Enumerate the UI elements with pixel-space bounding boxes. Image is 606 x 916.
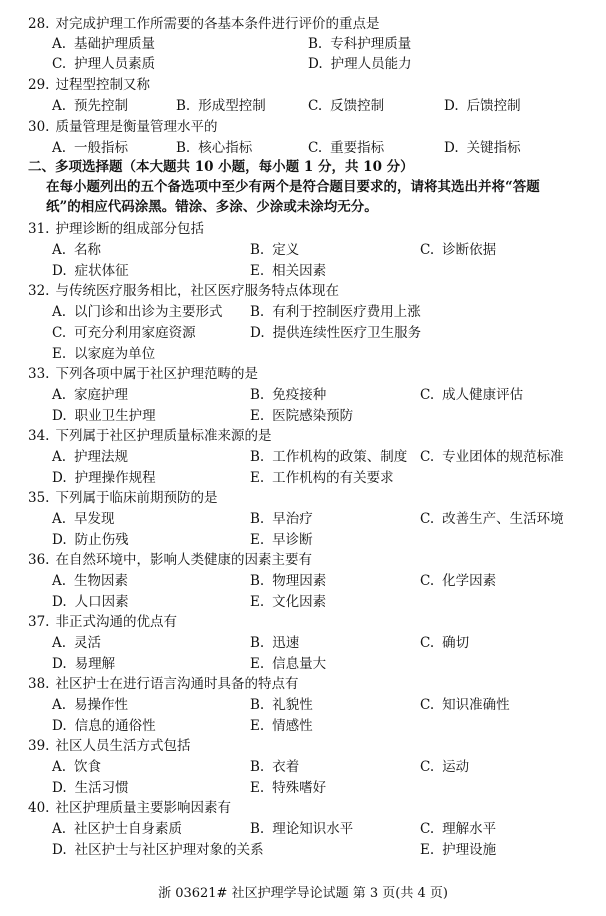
option-letter: E. — [250, 408, 265, 424]
option-text: 护理法规 — [74, 449, 129, 465]
option-text: 重要指标 — [330, 140, 385, 156]
option-letter: A. — [52, 573, 67, 589]
option-text: 早治疗 — [272, 511, 313, 527]
answer-option — [52, 654, 115, 674]
answer-option — [52, 302, 223, 322]
answer-option — [52, 530, 129, 550]
question-text: 非正式沟通的优点有 — [55, 614, 177, 630]
answer-option — [250, 530, 313, 550]
answer-option — [250, 468, 394, 488]
page-footer: 浙 03621# 社区护理学导论试题 第 3 页(共 4 页) — [158, 886, 448, 901]
question-number: 29. — [28, 77, 50, 93]
option-text: 专科护理质量 — [330, 36, 412, 52]
question-stem — [28, 364, 258, 384]
option-text: 护理设施 — [442, 842, 497, 858]
answer-option — [250, 240, 299, 260]
question-stem — [28, 426, 271, 446]
answer-option — [52, 695, 128, 715]
answer-option — [52, 344, 155, 364]
section-instructions: 在每小题列出的五个备选项中至少有两个是符合题目要求的，请将其选出并将“答题 — [46, 179, 540, 195]
option-letter: B. — [308, 36, 323, 52]
option-letter: A. — [52, 759, 67, 775]
option-letter: B. — [176, 140, 191, 156]
option-letter: C. — [420, 573, 435, 589]
answer-option — [52, 509, 115, 529]
option-text: 易操作性 — [74, 697, 129, 713]
option-letter: A. — [52, 36, 67, 52]
question-text: 护理诊断的组成部分包括 — [55, 221, 204, 237]
option-text: 症状体征 — [74, 263, 129, 279]
option-letter: B. — [250, 511, 265, 527]
answer-option — [420, 840, 496, 860]
option-text: 饮食 — [74, 759, 102, 775]
option-letter: A. — [52, 449, 67, 465]
option-text: 知识准确性 — [442, 697, 510, 713]
question-text: 在自然环境中，影响人类健康的因素主要有 — [55, 552, 312, 568]
option-text: 工作机构的有关要求 — [272, 470, 394, 486]
question-number: 34. — [28, 428, 50, 444]
option-text: 生活习惯 — [74, 780, 129, 796]
option-text: 可充分利用家庭资源 — [74, 325, 196, 341]
answer-option — [52, 468, 156, 488]
option-text: 防止伤残 — [74, 532, 129, 548]
option-letter: B. — [176, 98, 191, 114]
answer-option — [52, 819, 182, 839]
answer-option — [308, 34, 411, 54]
question-number: 31. — [28, 221, 50, 237]
option-text: 形成型控制 — [198, 98, 266, 114]
question-number: 37. — [28, 614, 50, 630]
option-letter: D. — [444, 140, 459, 156]
option-letter: C. — [308, 140, 323, 156]
option-letter: A. — [52, 242, 67, 258]
answer-option — [250, 385, 326, 405]
question-number: 28. — [28, 16, 50, 32]
option-text: 预先控制 — [74, 98, 129, 114]
option-text: 有利于控制医疗费用上涨 — [272, 304, 421, 320]
option-letter: D. — [52, 594, 67, 610]
option-letter: D. — [250, 325, 265, 341]
option-letter: D. — [52, 718, 67, 734]
option-text: 后馈控制 — [466, 98, 521, 114]
answer-option — [250, 819, 353, 839]
option-letter: A. — [52, 511, 67, 527]
option-text: 易理解 — [74, 656, 116, 672]
answer-option — [420, 695, 510, 715]
option-letter: C. — [420, 759, 435, 775]
answer-option — [52, 385, 128, 405]
option-text: 生物因素 — [74, 573, 129, 589]
answer-option — [308, 138, 384, 158]
option-text: 关键指标 — [466, 140, 521, 156]
question-text: 下列各项中属于社区护理范畴的是 — [55, 366, 258, 382]
option-letter: E. — [250, 263, 265, 279]
option-text: 专业团体的规范标准 — [442, 449, 564, 465]
option-text: 名称 — [74, 242, 102, 258]
option-text: 以门诊和出诊为主要形式 — [74, 304, 223, 320]
option-letter: D. — [52, 842, 67, 858]
option-text: 诊断依据 — [442, 242, 497, 258]
option-text: 核心指标 — [198, 140, 253, 156]
question-text: 对完成护理工作所需要的各基本条件进行评价的重点是 — [55, 16, 380, 32]
answer-option — [420, 819, 496, 839]
answer-option — [250, 447, 407, 467]
option-text: 文化因素 — [272, 594, 327, 610]
option-text: 医院感染预防 — [272, 408, 354, 424]
option-letter: E. — [420, 842, 435, 858]
option-text: 化学因素 — [442, 573, 497, 589]
answer-option — [250, 633, 299, 653]
option-letter: D. — [52, 408, 67, 424]
answer-option — [250, 571, 326, 591]
question-stem — [28, 117, 217, 137]
question-number: 30. — [28, 119, 50, 135]
question-stem — [28, 798, 231, 818]
option-text: 特殊嗜好 — [272, 780, 327, 796]
option-text: 相关因素 — [272, 263, 327, 279]
question-text: 过程型控制又称 — [55, 77, 150, 93]
question-text: 社区人员生活方式包括 — [55, 738, 191, 754]
answer-option — [176, 138, 252, 158]
option-letter: E. — [250, 594, 265, 610]
option-letter: A. — [52, 304, 67, 320]
question-stem — [28, 550, 312, 570]
answer-option — [250, 654, 326, 674]
option-text: 提供连续性医疗卫生服务 — [272, 325, 422, 341]
option-text: 一般指标 — [74, 140, 129, 156]
answer-option — [250, 695, 313, 715]
answer-option — [420, 385, 523, 405]
question-stem — [28, 736, 190, 756]
question-stem — [28, 75, 150, 95]
option-text: 护理人员能力 — [330, 56, 412, 72]
answer-option — [250, 592, 326, 612]
section-title: 二、多项选择题（本大题共 10 小题，每小题 1 分，共 10 分） — [28, 159, 414, 175]
option-text: 信息量大 — [272, 656, 327, 672]
option-letter: E. — [52, 346, 67, 362]
answer-option — [52, 840, 264, 860]
question-stem — [28, 612, 177, 632]
option-letter: B. — [250, 759, 265, 775]
option-letter: C. — [52, 56, 67, 72]
answer-option — [52, 96, 128, 116]
answer-option — [444, 138, 521, 158]
option-letter: B. — [250, 242, 265, 258]
answer-option — [420, 240, 496, 260]
answer-option — [52, 633, 101, 653]
answer-option — [52, 240, 101, 260]
question-text: 与传统医疗服务相比，社区医疗服务特点体现在 — [55, 283, 339, 299]
answer-option — [52, 323, 196, 343]
answer-option — [420, 447, 564, 467]
option-text: 成人健康评估 — [442, 387, 524, 403]
question-stem — [28, 219, 204, 239]
option-letter: C. — [420, 635, 435, 651]
option-letter: C. — [420, 511, 435, 527]
option-text: 人口因素 — [74, 594, 129, 610]
option-text: 社区护士自身素质 — [74, 821, 183, 837]
option-text: 家庭护理 — [74, 387, 129, 403]
question-text: 社区护士在进行语言沟通时具备的特点有 — [55, 676, 299, 692]
answer-option — [52, 447, 128, 467]
question-stem — [28, 281, 339, 301]
answer-option — [250, 323, 421, 343]
answer-option — [52, 778, 129, 798]
answer-option — [308, 96, 384, 116]
answer-option — [250, 261, 326, 281]
answer-option — [52, 757, 101, 777]
answer-option — [176, 96, 266, 116]
answer-option — [52, 571, 128, 591]
option-letter: B. — [250, 573, 265, 589]
answer-option — [420, 633, 469, 653]
option-text: 反馈控制 — [330, 98, 385, 114]
section-instructions: 纸”的相应代码涂黑。错涂、多涂、少涂或未涂均无分。 — [46, 199, 378, 215]
option-letter: E. — [250, 780, 265, 796]
question-number: 39. — [28, 738, 50, 754]
option-text: 信息的通俗性 — [74, 718, 156, 734]
option-letter: E. — [250, 656, 265, 672]
option-text: 情感性 — [272, 718, 313, 734]
question-text: 社区护理质量主要影响因素有 — [55, 800, 231, 816]
question-stem — [28, 488, 217, 508]
option-letter: C. — [308, 98, 323, 114]
answer-option — [308, 54, 412, 74]
answer-option — [52, 138, 128, 158]
answer-option — [420, 509, 564, 529]
question-number: 40. — [28, 800, 50, 816]
option-letter: A. — [52, 635, 67, 651]
option-text: 衣着 — [272, 759, 300, 775]
option-text: 定义 — [272, 242, 300, 258]
option-letter: D. — [52, 470, 67, 486]
option-text: 免疫接种 — [272, 387, 327, 403]
option-letter: D. — [444, 98, 459, 114]
option-text: 改善生产、生活环境 — [442, 511, 564, 527]
question-text: 下列属于临床前期预防的是 — [55, 490, 218, 506]
option-letter: E. — [250, 532, 265, 548]
answer-option — [250, 302, 421, 322]
answer-option — [420, 757, 469, 777]
option-text: 工作机构的政策、制度 — [272, 449, 408, 465]
option-text: 以家庭为单位 — [74, 346, 156, 362]
option-letter: D. — [52, 263, 67, 279]
answer-option — [250, 778, 326, 798]
option-letter: B. — [250, 635, 265, 651]
option-letter: C. — [420, 449, 435, 465]
option-letter: A. — [52, 140, 67, 156]
option-letter: C. — [420, 242, 435, 258]
option-text: 理解水平 — [442, 821, 497, 837]
answer-option — [52, 54, 155, 74]
answer-option — [52, 34, 155, 54]
option-text: 早发现 — [74, 511, 115, 527]
option-letter: C. — [420, 387, 435, 403]
answer-option — [52, 406, 156, 426]
answer-option — [52, 716, 156, 736]
option-text: 运动 — [442, 759, 470, 775]
option-letter: A. — [52, 821, 67, 837]
option-letter: E. — [250, 470, 265, 486]
question-text: 下列属于社区护理质量标准来源的是 — [55, 428, 272, 444]
question-number: 38. — [28, 676, 50, 692]
option-letter: D. — [52, 780, 67, 796]
answer-option — [52, 261, 129, 281]
option-letter: C. — [420, 697, 435, 713]
option-text: 早诊断 — [272, 532, 313, 548]
option-text: 迅速 — [272, 635, 300, 651]
option-letter: B. — [250, 821, 265, 837]
answer-option — [420, 571, 496, 591]
option-letter: B. — [250, 697, 265, 713]
option-text: 基础护理质量 — [74, 36, 156, 52]
option-letter: D. — [52, 656, 67, 672]
option-text: 护理人员素质 — [74, 56, 156, 72]
option-letter: A. — [52, 98, 67, 114]
option-letter: E. — [250, 718, 265, 734]
option-letter: A. — [52, 387, 67, 403]
option-text: 护理操作规程 — [74, 470, 156, 486]
option-text: 灵活 — [74, 635, 102, 651]
option-text: 社区护士与社区护理对象的关系 — [74, 842, 264, 858]
option-letter: C. — [420, 821, 435, 837]
option-letter: B. — [250, 304, 265, 320]
question-number: 36. — [28, 552, 50, 568]
option-letter: D. — [308, 56, 323, 72]
option-letter: C. — [52, 325, 67, 341]
option-letter: B. — [250, 387, 265, 403]
question-number: 32. — [28, 283, 50, 299]
option-letter: B. — [250, 449, 265, 465]
answer-option — [52, 592, 129, 612]
answer-option — [250, 757, 299, 777]
answer-option — [250, 406, 353, 426]
question-number: 35. — [28, 490, 50, 506]
question-number: 33. — [28, 366, 50, 382]
question-stem — [28, 14, 379, 34]
option-text: 理论知识水平 — [272, 821, 354, 837]
answer-option — [250, 509, 313, 529]
option-text: 物理因素 — [272, 573, 327, 589]
question-stem — [28, 674, 298, 694]
option-text: 礼貌性 — [272, 697, 313, 713]
question-text: 质量管理是衡量管理水平的 — [55, 119, 218, 135]
option-text: 确切 — [442, 635, 470, 651]
option-text: 职业卫生护理 — [74, 408, 156, 424]
option-letter: D. — [52, 532, 67, 548]
answer-option — [444, 96, 521, 116]
answer-option — [250, 716, 313, 736]
option-letter: A. — [52, 697, 67, 713]
